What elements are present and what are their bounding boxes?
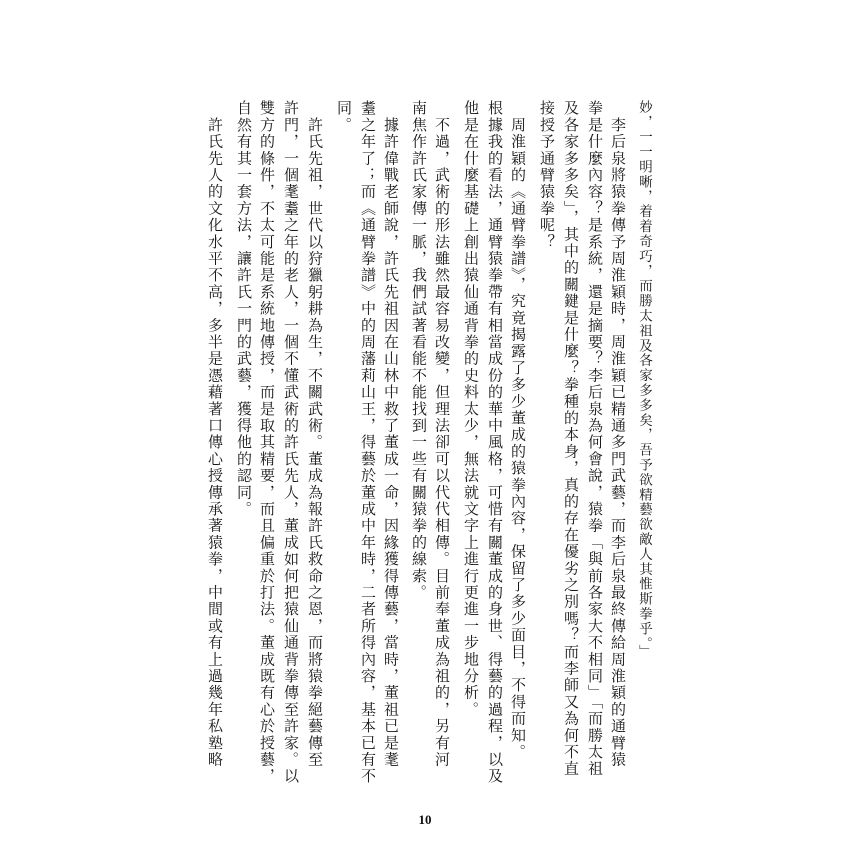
text-column-13: 同。 [335, 100, 353, 134]
text-column-7: 根據我的看法，通臂猿拳帶有相當成份的華中風格，可惜有關董成的身世、得藝的過程，以及 [486, 100, 504, 785]
text-column-2: 李后泉將猿拳傳予周淮穎時，周淮穎已精通多門武藝，而李后泉最終傳給周淮穎的通臂猿 [609, 100, 627, 768]
text-column-10: 南焦作許氏家傳一脈，我們試著看能不能找到一些有關猿拳的線索。 [410, 100, 428, 601]
text-column-14: 許氏先祖，世代以狩獵躬耕為生，不關武術。董成為報許氏救命之恩，而將猿拳絕藝傳至 [306, 100, 324, 768]
text-column-11: 據許偉戰老師說，許氏先祖因在山林中救了董成一命，因緣獲得傳藝，當時，董祖已是耄 [382, 100, 400, 768]
text-column-9: 不過，武術的形法雖然最容易改變，但理法卻可以代代相傳。目前奉董成為祖的，另有河 [433, 100, 451, 768]
text-column-5: 接授予通臂猿拳呢？ [538, 100, 556, 251]
text-column-18: 許氏先人的文化水平不高，多半是憑藉著口傳心授傳承著猿拳，中間或有上過幾年私塾略 [206, 100, 224, 768]
text-column-4: 及各家多多矣」，其中的關鍵是什麼？拳種的本身，真的存在優劣之別嗎？而李師又為何不直 [562, 100, 580, 778]
text-column-3: 拳是什麼內容？是系統，還是摘要？李后泉為何會說，猿拳「與前各家大不相同」「而勝太祖 [586, 100, 604, 778]
page-number: 10 [418, 812, 432, 827]
text-column-15: 許門，一個耄耋之年的老人，一個不懂武術的許氏先人，董成如何把猿仙通背拳傳至許家。以 [282, 100, 300, 785]
text-column-1: 妙，一一明晰，着着奇巧，而勝太祖及各家多多矣，吾予欲精藝欲敵人其惟斯拳乎。」 [636, 100, 652, 660]
text-column-17: 自然有其一套方法，讓許氏一門的武藝，獲得他的認同。 [235, 100, 253, 518]
text-column-8: 他是在什麼基礎上創出猿仙通背拳的史料太少，無法就文字上進行更進一步地分析。 [462, 100, 480, 718]
text-column-12: 耋之年了；而《通臂拳譜》中的周藩莉山王，得藝於董成中年時，二者所得內容，基本已有不 [359, 100, 377, 785]
text-column-6: 周淮穎的《通臂拳譜》，究竟揭露了多少董成的猿拳內容，保留了多少面目，不得而知。 [509, 100, 527, 761]
text-column-16: 雙方的條件，不太可能是系統地傳授，而是取其精要，而且偏重於打法。董成既有心於授藝， [258, 100, 276, 785]
